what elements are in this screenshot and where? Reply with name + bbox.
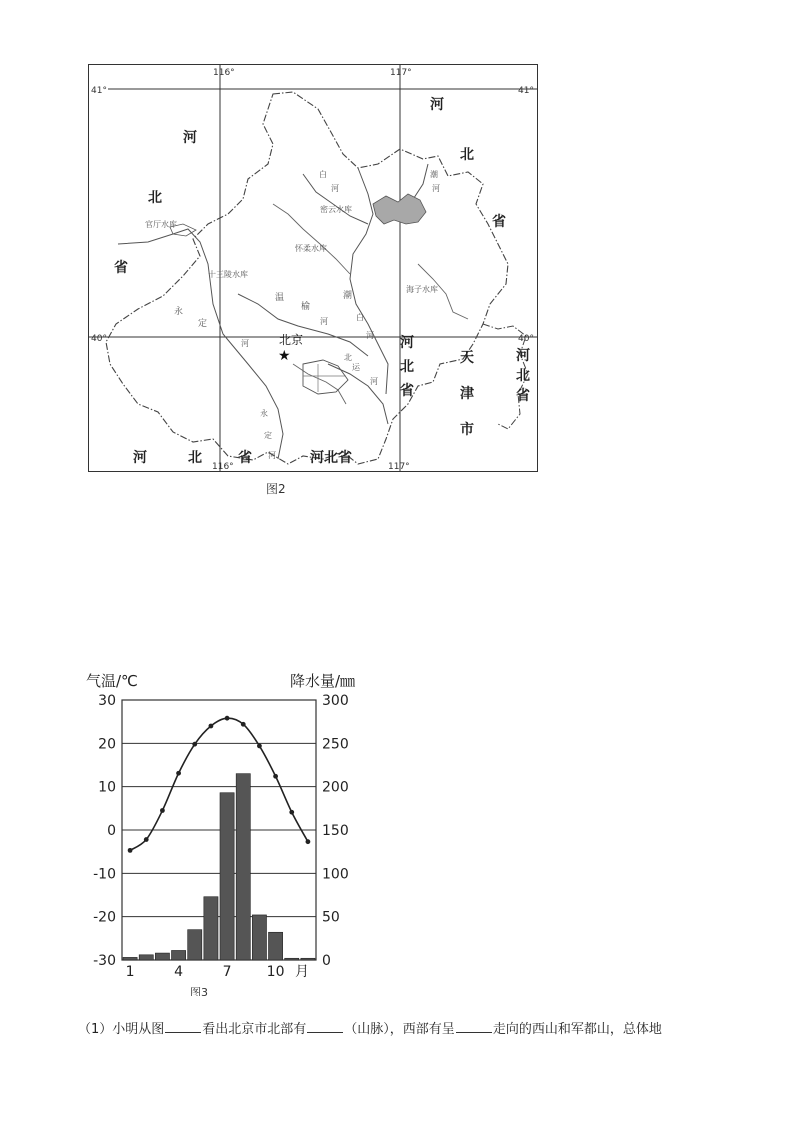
climate-chart: [84, 666, 384, 996]
precipitation-bar: [155, 953, 169, 960]
region-char: 北: [148, 190, 162, 206]
region-char: 北: [188, 450, 202, 466]
precipitation-bar: [188, 930, 202, 960]
region-char: 北: [400, 359, 414, 375]
lat-label-40-left: 40°: [91, 334, 107, 344]
precipitation-bar: [139, 955, 153, 960]
region-label-hebei-bottom-mid: 河北省: [310, 450, 352, 466]
river-bai: [303, 174, 368, 224]
label-huairou-reservoir: 怀柔水库: [295, 244, 327, 253]
question-part3: （山脉），西部有呈: [344, 1022, 455, 1037]
temp-tick-label: -20: [93, 909, 116, 926]
month-tick-label: 7: [222, 964, 232, 980]
precip-tick-label: 100: [322, 866, 349, 883]
temperature-point: [176, 771, 181, 776]
region-char: 河: [183, 130, 197, 146]
question-prefix: （1）小明从图: [78, 1022, 165, 1037]
region-char: 省: [516, 388, 530, 404]
beijing-map: [88, 64, 538, 474]
precipitation-bar: [172, 950, 186, 960]
region-char: 北: [516, 368, 530, 384]
precipitation-bar: [301, 958, 315, 960]
precip-tick-label: 50: [322, 909, 340, 926]
river-char: 河: [432, 184, 440, 193]
river-char: 河: [268, 451, 276, 460]
map-svg: [88, 64, 538, 474]
precip-tick-label: 0: [322, 953, 331, 969]
river-char: 定: [198, 319, 208, 329]
precipitation-bar: [220, 793, 234, 960]
temperature-line: [128, 716, 311, 853]
river-char: 运: [352, 363, 360, 372]
month-tick-label: 1: [125, 964, 135, 980]
precipitation-bar: [285, 958, 299, 960]
river-char: 北: [344, 353, 352, 362]
temp-tick-label: 10: [98, 779, 116, 796]
temp-tick-label: 20: [98, 736, 116, 753]
river-char: 白: [356, 313, 364, 322]
temperature-point: [128, 848, 133, 853]
temperature-curve: [130, 718, 308, 850]
river-yongding: [118, 229, 283, 459]
region-char: 河: [133, 450, 147, 466]
temp-tick-label: 0: [107, 823, 116, 839]
temperature-point: [273, 774, 278, 779]
river-char: 定: [264, 431, 272, 440]
region-char: 津: [460, 386, 474, 402]
temperature-point: [257, 744, 262, 749]
river-char: 河: [370, 377, 378, 386]
river-char: 河: [320, 317, 328, 326]
temperature-point: [241, 722, 246, 727]
river-char: 永: [260, 409, 268, 418]
precipitation-bar: [252, 915, 266, 960]
label-guanting-reservoir: 官厅水库: [145, 220, 177, 229]
lon-label-116-top: 116°: [213, 68, 235, 78]
precip-tick-label: 150: [322, 823, 349, 839]
lon-label-117-bottom: 117°: [388, 462, 410, 472]
lon-label-117-top: 117°: [390, 68, 412, 78]
label-shisanling-reservoir: 十三陵水库: [208, 270, 248, 279]
temperature-point: [209, 724, 214, 729]
beijing-boundary: [106, 92, 508, 464]
lon-label-116-bottom: 116°: [212, 462, 234, 472]
temperature-point: [192, 742, 197, 747]
month-tick-label: 4: [174, 964, 184, 980]
precipitation-bar: [236, 774, 250, 960]
river-char: 河: [241, 339, 249, 348]
chart-caption: 图3: [190, 986, 208, 996]
city-label-beijing: 北京: [279, 333, 304, 347]
region-char: 省: [238, 450, 252, 466]
temperature-point: [160, 808, 165, 813]
temp-tick-label: 30: [98, 693, 116, 709]
answer-blank-2[interactable]: [307, 1020, 343, 1033]
region-char: 省: [400, 383, 414, 399]
river-beiyun: [328, 364, 388, 424]
river-char: 白: [319, 170, 327, 179]
month-unit-label: 月: [295, 964, 309, 980]
river-misc-3: [293, 364, 346, 404]
region-char: 河: [516, 348, 530, 364]
river-char: 河: [366, 331, 374, 340]
lat-label-40-right: 40°: [518, 334, 534, 344]
question-part4: 走向的西山和军都山，总体地: [492, 1022, 662, 1037]
left-axis-label: 气温/℃: [86, 672, 138, 690]
label-haizi-reservoir: 海子水库: [406, 285, 438, 294]
precip-tick-label: 300: [322, 693, 349, 709]
beijing-star-icon: ★: [278, 348, 291, 364]
map-caption: 图2: [266, 482, 286, 496]
precipitation-bar: [204, 897, 218, 960]
temp-tick-label: -30: [93, 953, 116, 969]
right-axis-label: 降水量/㎜: [290, 672, 356, 690]
river-char: 河: [331, 184, 339, 193]
river-char: 潮: [430, 170, 438, 179]
urban-outline: [303, 360, 348, 394]
region-char: 市: [460, 422, 474, 438]
answer-blank-1[interactable]: [165, 1020, 201, 1033]
climate-chart-svg: [84, 666, 384, 996]
region-char: 省: [492, 214, 506, 230]
precip-tick-label: 200: [322, 779, 349, 796]
region-char: 北: [460, 147, 474, 163]
answer-blank-3[interactable]: [456, 1020, 492, 1033]
precip-tick-label: 250: [322, 736, 349, 753]
river-char: 潮: [343, 291, 353, 301]
chart-grid: [122, 700, 316, 960]
temperature-point: [289, 810, 294, 815]
river-char: 永: [174, 307, 184, 317]
question-1: [78, 1018, 778, 1037]
region-char: 河: [400, 335, 414, 351]
question-part2: 看出北京市北部有: [202, 1022, 307, 1037]
precipitation-bar: [123, 957, 137, 960]
temp-tick-label: -10: [93, 866, 116, 883]
river-misc-1: [273, 204, 350, 274]
river-char: 温: [275, 293, 285, 303]
lat-label-41-right: 41°: [518, 86, 534, 96]
region-char: 天: [460, 350, 474, 366]
month-tick-label: 10: [266, 964, 285, 980]
river-char: 榆: [301, 302, 311, 312]
region-char: 省: [114, 260, 128, 276]
precipitation-bar: [269, 932, 283, 960]
label-miyun-reservoir: 密云水库: [320, 205, 352, 214]
region-char: 河: [430, 97, 444, 113]
lat-label-41-left: 41°: [91, 86, 107, 96]
temperature-point: [306, 839, 311, 844]
temperature-point: [144, 837, 149, 842]
temperature-point: [225, 716, 230, 721]
